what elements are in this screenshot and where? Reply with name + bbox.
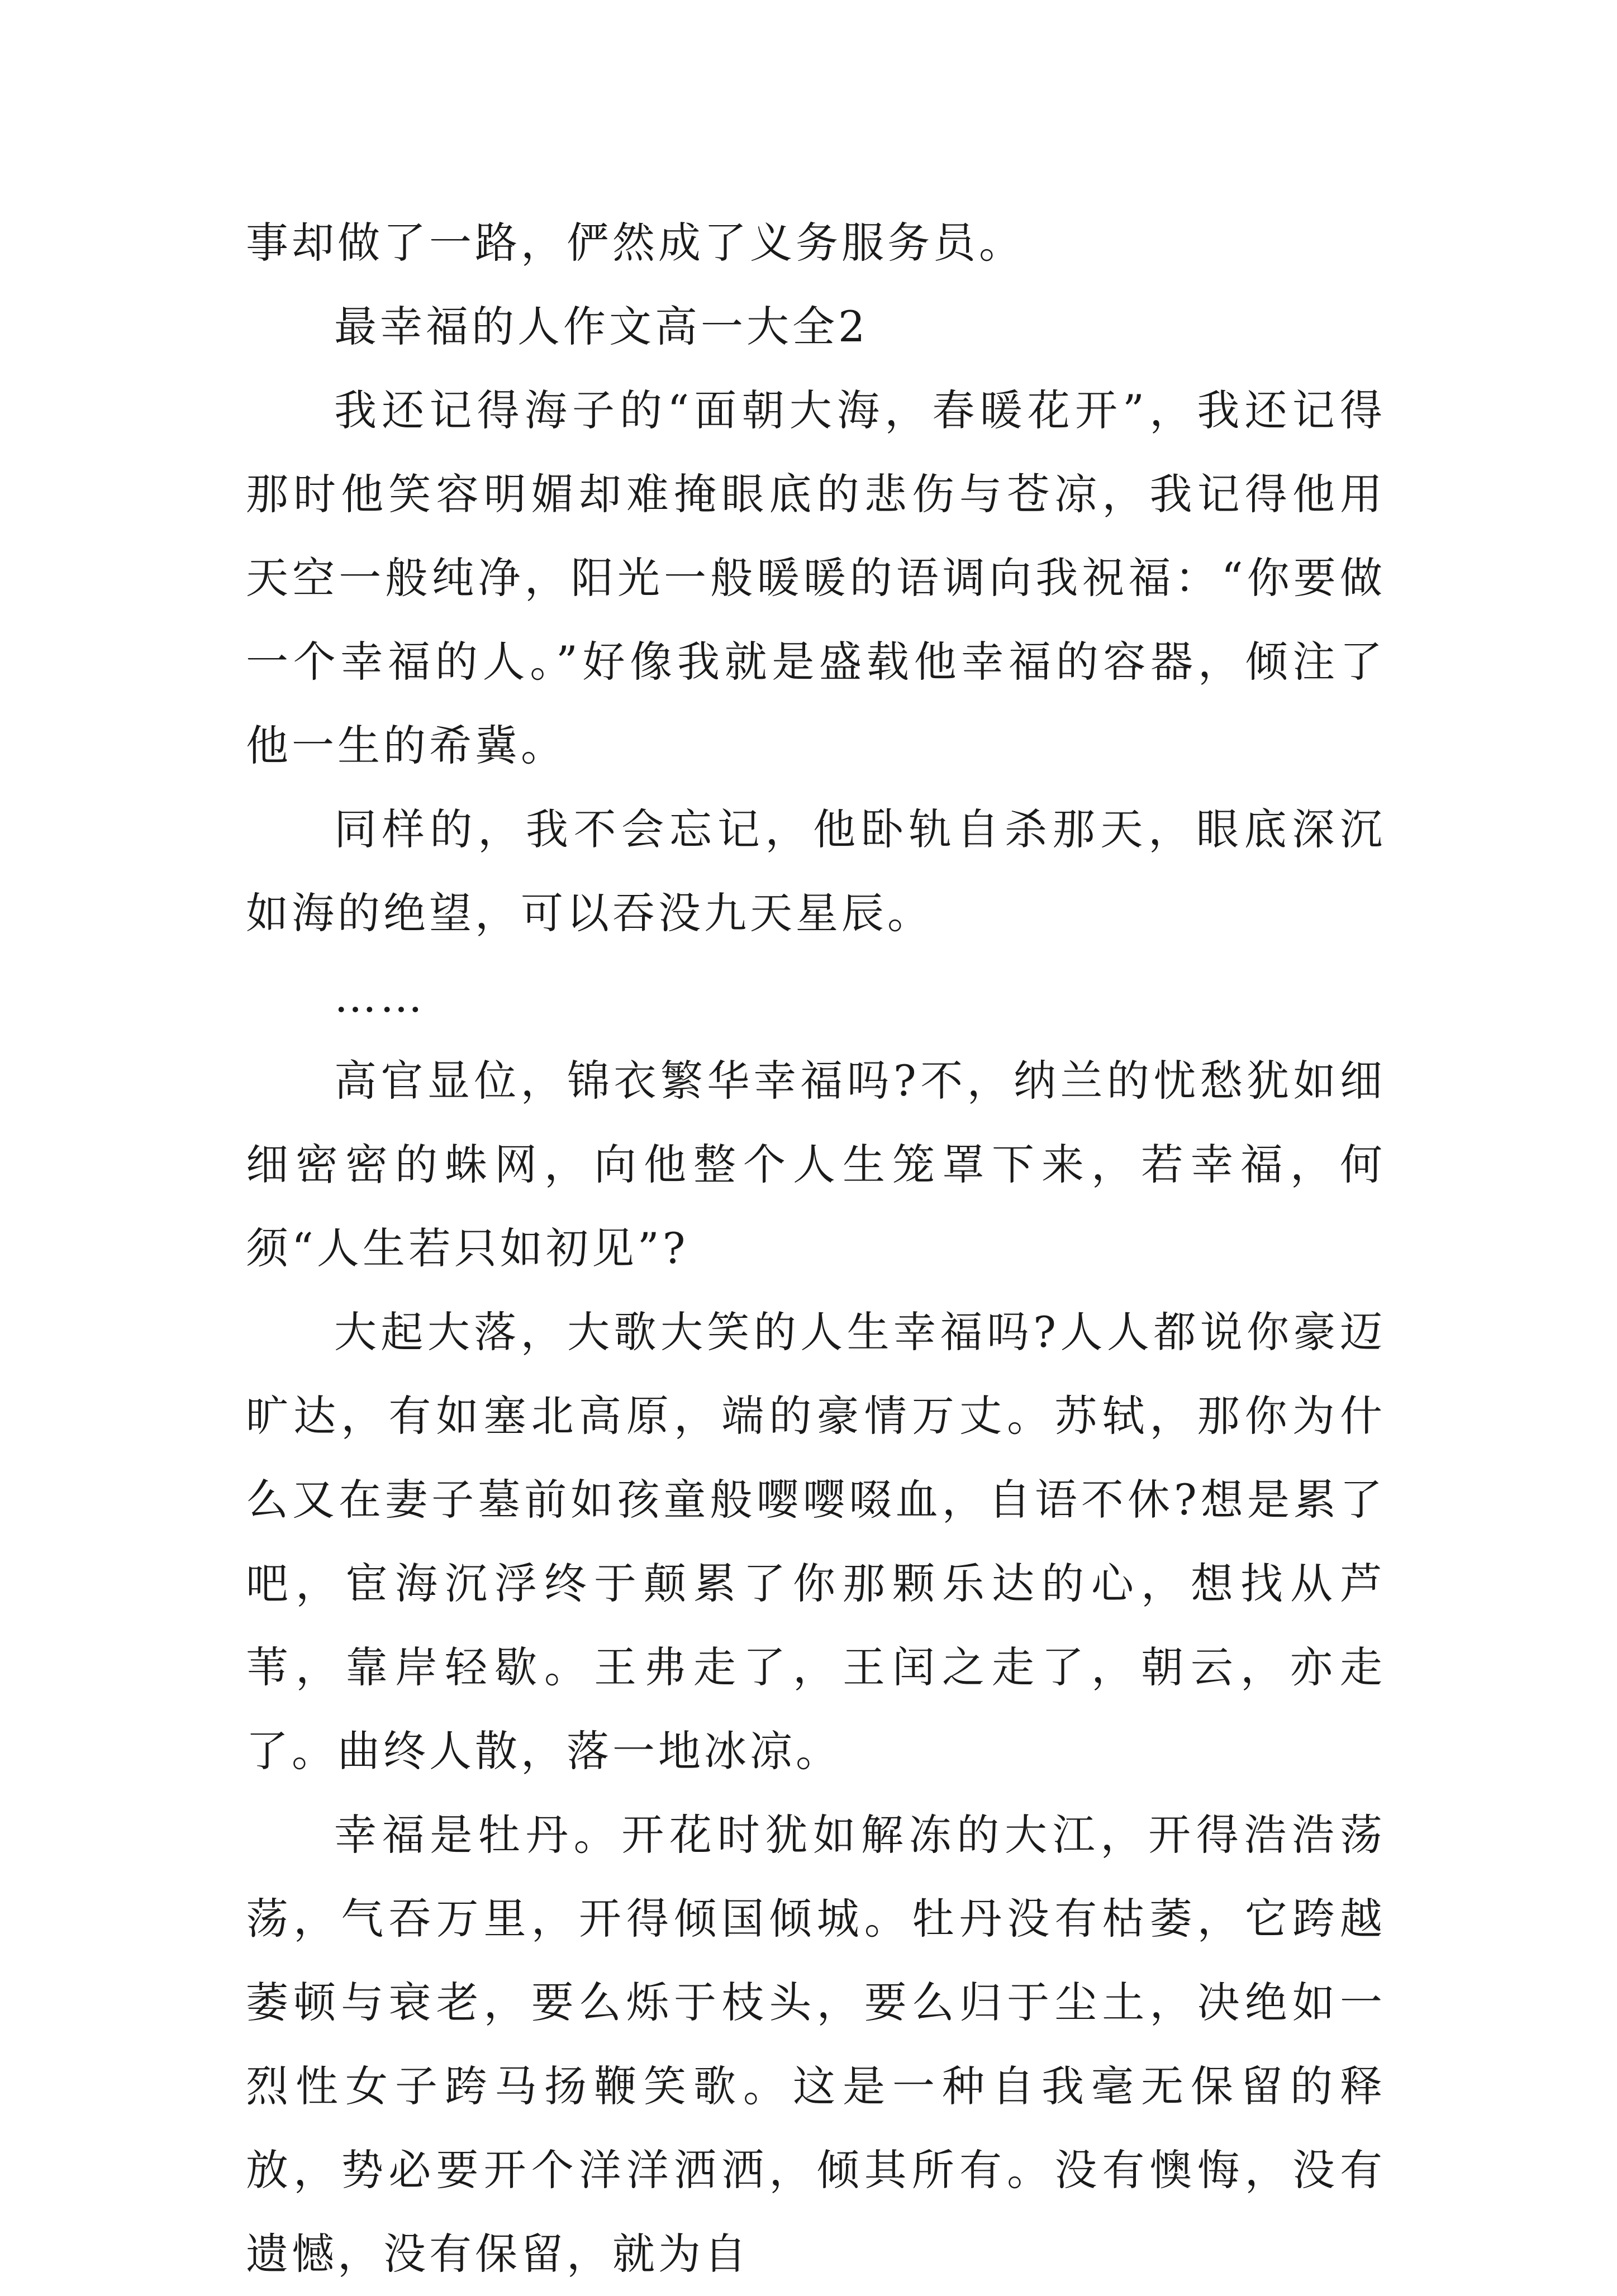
paragraph: 同样的，我不会忘记，他卧轨自杀那天，眼底深沉如海的绝望，可以吞没九天星辰。 xyxy=(246,804,1386,938)
paragraph: 幸福是牡丹。开花时犹如解冻的大江，开得浩浩荡荡，气吞万里，开得倾国倾城。牡丹没有枯萎，它跨越萎顿与衰老，要么烁于枝头，要么归于尘土，决绝如一烈性女子跨马扬鞭笑歌。这是一种自我毫无保留的释放，势必要开个洋洋洒洒，倾其所有。没有懊悔，没有遗憾，没有保留，就为自 xyxy=(246,1810,1386,2279)
document-body xyxy=(246,201,1386,2296)
essay-title: 最幸福的人作文高一大全2 xyxy=(334,302,869,351)
paragraph: 高官显位，锦衣繁华幸福吗?不，纳兰的忧愁犹如细细密密的蛛网，向他整个人生笼罩下来，若幸福，何须“人生若只如初见”? xyxy=(246,1056,1386,1273)
paragraph-continuation: 事却做了一路，俨然成了义务服务员。 xyxy=(246,218,1025,268)
ellipsis-line: …… xyxy=(334,972,426,1022)
paragraph: 大起大落，大歌大笑的人生幸福吗?人人都说你豪迈旷达，有如塞北高原，端的豪情万丈。苏轼，那你为什么又在妻子墓前如孩童般嘤嘤啜血，自语不休?想是累了吧，宦海沉浮终于颠累了你那颗乐达的心，想找从芦苇，靠岸轻歇。王弗走了，王闰之走了，朝云，亦走了。曲终人散，落一地冰凉。 xyxy=(246,1307,1386,1776)
paragraph: 我还记得海子的“面朝大海，春暖花开”，我还记得那时他笑容明媚却难掩眼底的悲伤与苍凉，我记得他用天空一般纯净，阳光一般暖暖的语调向我祝福：“你要做一个幸福的人。”好像我就是盛载他幸福的容器，倾注了他一生的希冀。 xyxy=(246,385,1386,770)
